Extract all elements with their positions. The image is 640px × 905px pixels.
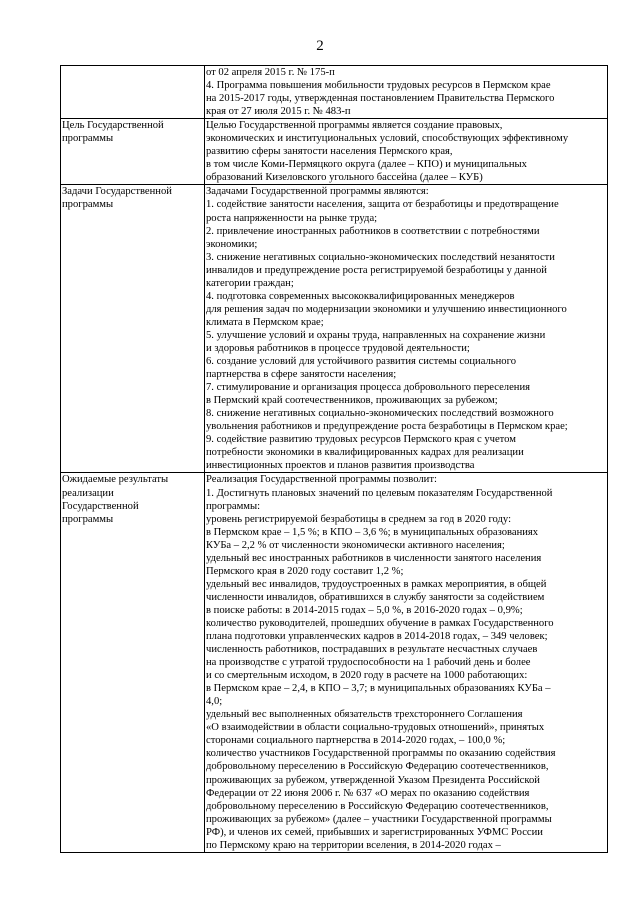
table-row: [61, 473, 608, 852]
content-line: Задачами Государственной программы являются:: [206, 186, 429, 198]
row-label-line: программы: [62, 513, 114, 525]
content-line: в том числе Коми-Пермяцкого округа (далее – КПО) и муниципальных: [206, 159, 527, 171]
content-line: 1. содействие занятости населения, защита от безработицы и предотвращение: [206, 199, 559, 211]
row-label-line: Цель Государственной: [62, 120, 164, 132]
table-row: [61, 119, 608, 185]
content-line: сторонами социального партнерства в 2014-2020 годах, – 100,0 %;: [206, 735, 506, 747]
content-line: 6. создание условий для устойчивого развития системы социального: [206, 356, 516, 368]
content-line: добровольному переселению в Российскую Федерацию соотечественников,: [206, 800, 549, 812]
table-row: [61, 66, 608, 119]
content-line: удельный вес выполненных обязательств трехстороннего Соглашения: [206, 709, 523, 721]
content-line: инвестиционных проектов и планов развития производства: [206, 460, 475, 472]
content-line: от 02 апреля 2015 г. № 175-п: [206, 67, 335, 78]
content-line: экономических и институциональных условий, способствующих эффективному: [206, 133, 569, 145]
table-row: [61, 185, 608, 473]
content-line: РФ), и членов их семей, прибывших и зарегистрированных УФМС России: [206, 826, 543, 838]
content-line: развитию сферы занятости населения Пермского края,: [206, 146, 453, 158]
content-line: партнерства в сфере занятости населения;: [206, 369, 397, 381]
content-line: численности инвалидов, обратившихся в службу занятости за содействием: [206, 591, 545, 603]
content-line: 1. Достигнуть плановых значений по целевым показателям Государственной: [206, 487, 553, 499]
content-line: 4. Программа повышения мобильности трудовых ресурсов в Пермском крае: [206, 80, 551, 92]
content-line: уровень регистрируемой безработицы в среднем за год в 2020 году:: [206, 513, 512, 525]
content-line: климата в Пермском крае;: [206, 316, 324, 328]
content-line: проживающих за рубежом» (далее – участники Государственной программы: [206, 813, 552, 825]
content-line: в поиске работы: в 2014-2015 годах – 5,0 %, в 2016-2020 годах – 0,9%;: [206, 604, 523, 616]
content-line: категории граждан;: [206, 277, 294, 289]
content-line: в Пермском крае – 1,5 %; в КПО – 3,6 %; в муниципальных образованиях: [206, 526, 539, 538]
content-line: потребности экономики в квалифицированных кадрах для реализации: [206, 447, 524, 459]
row-label-line: Государственной: [62, 500, 139, 512]
passport-table: [60, 65, 608, 853]
content-line: КУБа – 2,2 % от численности экономически активного населения;: [206, 539, 505, 551]
content-line: количество руководителей, прошедших обучение в рамках Государственного: [206, 617, 554, 629]
content-line: в Пермский край соотечественников, проживающих за рубежом;: [206, 395, 498, 407]
content-line: 8. снижение негативных социально-экономических последствий возможного: [206, 408, 554, 420]
content-line: плана подготовки управленческих кадров в 2014-2018 годах, – 349 человек;: [206, 631, 548, 643]
content-line: численность работников, пострадавших в результате несчастных случаев: [206, 644, 538, 656]
page-number: 2: [316, 38, 324, 54]
content-line: образований Кизеловского угольного бассейна (далее – КУБ): [206, 172, 483, 184]
content-line: на производстве с утратой трудоспособности на 1 рабочий день и более: [206, 657, 531, 669]
row-label-cell: [61, 473, 205, 852]
row-label-cell: [61, 119, 205, 185]
row-content-cell: [205, 185, 608, 473]
row-label-cell: [61, 66, 205, 119]
content-line: роста напряженности на рынке труда;: [206, 212, 378, 224]
content-line: и здоровья работников в процессе трудовой деятельности;: [206, 342, 470, 354]
content-line: количество участников Государственной программы по оказанию содействия: [206, 748, 556, 760]
row-content-cell: [205, 119, 608, 185]
content-line: экономики;: [206, 238, 258, 250]
row-label-line: программы: [62, 133, 114, 145]
content-line: в Пермском крае – 2,4, в КПО – 3,7; в муниципальных образованиях КУБа –: [206, 683, 551, 695]
content-line: 5. улучшение условий и охраны труда, направленных на сохранение жизни: [206, 329, 546, 341]
content-line: инвалидов и предупреждение роста регистрируемой безработицы у данной: [206, 264, 547, 276]
content-line: добровольному переселению в Российскую Федерацию соотечественников,: [206, 761, 549, 773]
row-label-line: реализации: [62, 487, 114, 499]
row-content-cell: [205, 66, 608, 119]
content-line: 2. привлечение иностранных работников в соответствии с потребностями: [206, 225, 540, 237]
content-line: удельный вес иностранных работников в численности занятого населения: [206, 552, 542, 564]
row-label-line: Задачи Государственной: [62, 186, 172, 198]
content-line: 7. стимулирование и организация процесса добровольного переселения: [206, 382, 530, 394]
content-line: проживающих за рубежом, утвержденной Указом Президента Российской: [206, 774, 540, 786]
content-line: 4. подготовка современных высококвалифицированных менеджеров: [206, 290, 515, 302]
content-line: увольнения работников и предупреждение роста безработицы в Пермском крае;: [206, 421, 568, 433]
content-line: программы:: [206, 500, 261, 512]
content-line: Федерации от 22 июня 2006 г. № 637 «О мерах по оказанию содействия: [206, 787, 530, 799]
content-line: края от 27 июля 2015 г. № 483-п: [206, 106, 351, 118]
content-line: по Пермскому краю на территории вселения, в 2014-2020 годах –: [206, 839, 501, 851]
content-line: 4,0;: [206, 696, 223, 708]
content-line: Реализация Государственной программы позволит:: [206, 474, 437, 486]
row-label-line: программы: [62, 199, 114, 211]
content-line: Пермского края в 2020 году составит 1,2 %;: [206, 565, 404, 577]
content-line: «О взаимодействии в области социально-трудовых отношений», принятых: [206, 722, 545, 734]
content-line: Целью Государственной программы является создание правовых,: [206, 120, 503, 132]
row-content-cell: [205, 473, 608, 852]
content-line: для решения задач по модернизации экономики и улучшению инвестиционного: [206, 303, 567, 315]
row-label-cell: [61, 185, 205, 473]
content-line: удельный вес инвалидов, трудоустроенных в рамках мероприятия, в общей: [206, 578, 547, 590]
content-line: 3. снижение негативных социально-экономических последствий незанятости: [206, 251, 555, 263]
content-line: и со смертельным исходом, в 2020 году в расчете на 1000 работающих:: [206, 670, 528, 682]
row-label-line: Ожидаемые результаты: [62, 474, 169, 486]
content-line: на 2015-2017 годы, утвержденная постановлением Правительства Пермского: [206, 93, 555, 105]
content-line: 9. содействие развитию трудовых ресурсов Пермского края с учетом: [206, 434, 516, 446]
